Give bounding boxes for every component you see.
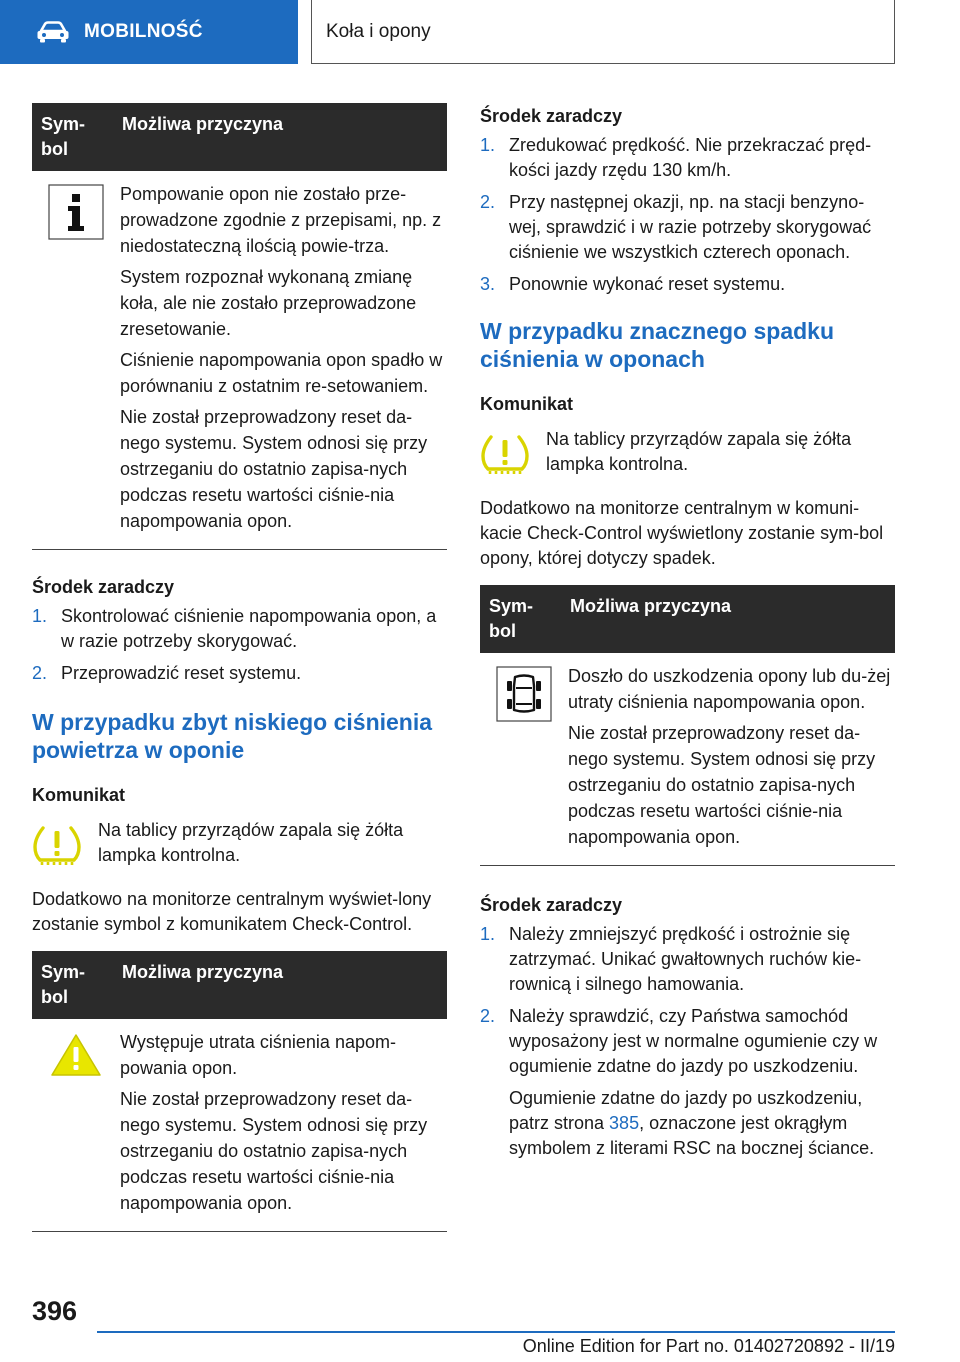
cause-text: Pompowanie opon nie zostało prze-prowadzone zgodnie z przepisami, np. z niedostateczną ilością powie-trza. [120, 184, 442, 256]
column-header-cause: Możliwa przyczyna [570, 596, 732, 616]
cause-text: Doszło do uszkodzenia opony lub du-żej utraty ciśnienia napompowania opon. [568, 666, 891, 712]
paragraph: Dodatkowo na monitorze centralnym w komuni-kacie Check-Control wyświetlony zostanie sym-bol opony, której dotyczy spadek. [480, 498, 884, 568]
paragraph: Dodatkowo na monitorze centralnym wyświet-lony zostanie symbol z komunikatem Check-Control. [32, 889, 432, 934]
footer-divider [97, 1331, 895, 1333]
step-number: 1. [32, 606, 48, 626]
info-icon [48, 184, 104, 240]
page-number: 396 [32, 1296, 78, 1326]
list-item [32, 661, 447, 686]
step-number: 1. [480, 135, 496, 155]
message-text: Na tablicy przyrządów zapala się żółta lampka kontrolna. [546, 429, 852, 474]
cause-text: System rozpoznał wykonaną zmianę koła, ale nie zostało przeprowadzone zresetowanie. [120, 267, 417, 339]
table-header [32, 103, 447, 171]
remedy-heading: Środek zaradczy [32, 577, 175, 597]
section-heading: W przypadku zbyt niskiego ciśnienia powietrza w oponie [32, 709, 433, 763]
section-title: MOBILNOŚĆ [84, 21, 203, 42]
remedy-steps [32, 604, 447, 686]
step-number: 3. [480, 274, 496, 294]
cause-table-1 [32, 103, 447, 550]
left-column [32, 103, 447, 1232]
table-row [32, 1019, 447, 1232]
message-icon-cell [480, 427, 546, 482]
step-text-block [509, 1004, 895, 1161]
note-text-pre: Ogumienie zdatne do jazdy po uszkodzeniu, patrz strona [509, 1088, 863, 1133]
note-text-post: , oznaczone jest okrągłym symbolem z literami RSC na bocznej ściance. [509, 1113, 875, 1158]
list-item [480, 922, 895, 997]
column-header-symbol: Sym- bol [41, 962, 86, 1007]
column-header-cause: Możliwa przyczyna [122, 962, 284, 982]
step-text: Przy następnej okazji, np. na stacji benzyno-wej, sprawdzić i w razie potrzeby skorygować ciśnienie we wszystkich czterech oponach. [509, 192, 872, 262]
step-text: Przeprowadzić reset systemu. [61, 663, 302, 683]
tire-pressure-warning-icon [32, 822, 82, 868]
cause-cell [120, 181, 447, 539]
message-row [480, 427, 895, 482]
message-text: Na tablicy przyrządów zapala się żółta lampka kontrolna. [98, 820, 404, 865]
warning-triangle-icon [50, 1032, 102, 1078]
table-row [480, 653, 895, 866]
remedy-heading: Środek zaradczy [480, 106, 623, 126]
step-text: Ponownie wykonać reset systemu. [509, 274, 786, 294]
message-icon-cell [32, 818, 98, 873]
list-item [32, 604, 447, 654]
step-text: Skontrolować ciśnienie napompowania opon, a w razie potrzeby skorygować. [61, 606, 437, 651]
cause-table-3 [480, 585, 895, 866]
list-item [480, 272, 895, 297]
column-header-cause: Możliwa przyczyna [122, 114, 284, 134]
edition-footer: Online Edition for Part no. 01402720892 - II/19 [522, 1336, 895, 1356]
message-label: Komunikat [32, 785, 126, 805]
list-item [480, 1004, 895, 1161]
list-item [480, 133, 895, 183]
remedy-steps [480, 922, 895, 1161]
step-number: 2. [32, 663, 48, 683]
message-label: Komunikat [480, 394, 574, 414]
step-text: Należy sprawdzić, czy Państwa samochód wyposażony jest w normalne ogumienie czy w ogumienie zdatne do jazdy po uszkodzeniu. [509, 1006, 878, 1076]
step-text: Należy zmniejszyć prędkość i ostrożnie się zatrzymać. Unikać gwałtownych ruchów kie-rownicą i silnego hamowania. [509, 924, 862, 994]
table-row [32, 171, 447, 550]
section-heading: W przypadku znacznego spadku ciśnienia w oponach [480, 318, 834, 372]
symbol-cell [480, 663, 568, 855]
chapter-title-box [311, 0, 895, 64]
step-note [509, 1086, 895, 1161]
cause-table-2 [32, 951, 447, 1232]
table-header [480, 585, 895, 653]
page-reference-link[interactable]: 385 [609, 1113, 640, 1133]
chapter-title: Koła i opony [326, 20, 431, 42]
column-header-symbol: Sym- bol [489, 596, 534, 641]
step-number: 2. [480, 1006, 496, 1026]
car-icon [36, 21, 70, 43]
symbol-cell [32, 181, 120, 539]
section-tab[interactable] [0, 0, 298, 64]
step-number: 1. [480, 924, 496, 944]
cause-cell [120, 1029, 447, 1221]
column-header-symbol: Sym- bol [41, 114, 86, 159]
step-text: Zredukować prędkość. Nie przekraczać pręd-kości jazdy rzędu 130 km/h. [509, 135, 872, 180]
cause-text: Nie został przeprowadzony reset da-nego systemu. System odnosi się przy ostrzeganiu do ostatnio zapisa-nych podczas resetu wartości ciśnie-nia napompowania opon. [120, 407, 428, 531]
step-number: 2. [480, 192, 496, 212]
right-column [480, 103, 895, 1168]
cause-text: Ciśnienie napompowania opon spadło w porównaniu z ostatnim re-setowaniem. [120, 350, 443, 396]
remedy-steps [480, 133, 895, 297]
tire-pressure-warning-icon [480, 431, 530, 477]
car-tires-icon [496, 666, 552, 722]
cause-text: Występuje utrata ciśnienia napom-powania opon. [120, 1032, 396, 1078]
cause-text: Nie został przeprowadzony reset da-nego systemu. System odnosi się przy ostrzeganiu do ostatnio zapisa-nych podczas resetu wartości ciśnie-nia napompowania opon. [568, 723, 876, 847]
cause-cell [568, 663, 895, 855]
table-header [32, 951, 447, 1019]
symbol-cell [32, 1029, 120, 1221]
list-item [480, 190, 895, 265]
remedy-heading: Środek zaradczy [480, 895, 623, 915]
cause-text: Nie został przeprowadzony reset da-nego systemu. System odnosi się przy ostrzeganiu do ostatnio zapisa-nych podczas resetu wartości ciśnie-nia napompowania opon. [120, 1089, 428, 1213]
message-row [32, 818, 447, 873]
